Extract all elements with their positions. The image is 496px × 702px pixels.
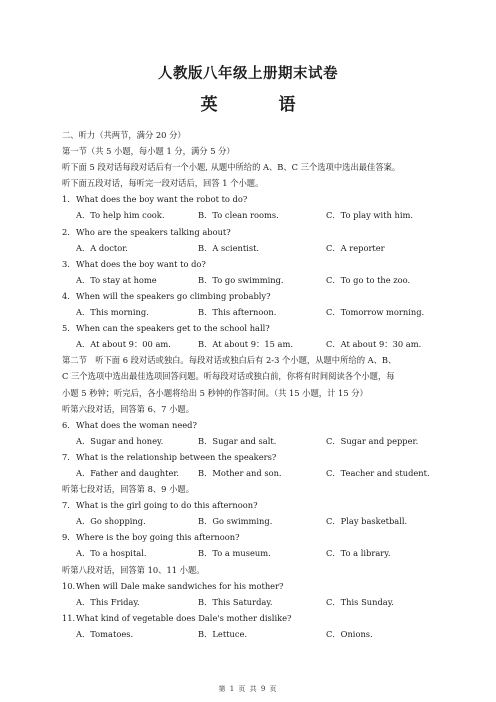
option-c: C．To go to the zoo. (326, 274, 411, 285)
option-a: A．To stay at home (76, 274, 157, 285)
instruction-line: C 三个选项中选出最佳选项回答问题。听每段对话或独白前，你将有时间阅读各个小题，每 (62, 371, 395, 382)
option-a: A．A doctor. (76, 242, 128, 253)
answer-options (62, 336, 452, 352)
option-a: A．To help him cook. (76, 210, 165, 221)
answer-options (62, 272, 452, 288)
answer-options (62, 513, 452, 529)
instruction-line: 听第八段对话，回答第 10、11 小题。 (62, 564, 205, 575)
option-a: A．Sugar and honey. (76, 435, 164, 446)
question-number: 9. (62, 532, 70, 543)
instruction-line: 听第七段对话，回答第 8、9 小题。 (62, 484, 194, 495)
option-a: A．At about 9：00 am. (76, 339, 171, 350)
question (62, 417, 452, 433)
question-number: 7. (62, 451, 70, 462)
instruction-line: 听第六段对话，回答第 6、7 小题。 (62, 403, 194, 414)
subject-title: 英 语 (200, 95, 318, 115)
option-c: C．To a library. (326, 548, 391, 559)
question-number: 11. (62, 612, 76, 623)
option-c: C．Onions. (326, 628, 373, 639)
answer-options (62, 594, 452, 610)
option-b: B．Lettuce. (198, 628, 248, 639)
question (62, 288, 452, 304)
question-number: 7. (62, 500, 70, 511)
question (62, 497, 452, 513)
question-number: 10. (62, 580, 76, 591)
answer-options (62, 240, 452, 256)
instruction-line: 听下面五段对话，每听完一段对话后，回答 1 个小题。 (62, 178, 264, 189)
option-c: C．This Sunday. (326, 596, 394, 607)
question-number: 5. (62, 323, 70, 334)
option-a: A．Tomatoes. (76, 628, 134, 639)
question (62, 191, 452, 207)
option-b: B．This Saturday. (198, 596, 273, 607)
option-b: B．A scientist. (198, 242, 260, 253)
instruction-line: 二、听力（共两节，满分 20 分） (62, 130, 186, 140)
option-c: C．Tomorrow morning. (326, 307, 425, 318)
question (62, 320, 452, 336)
question-text: What does the woman need? (76, 419, 197, 430)
option-c: C．A reporter (326, 242, 385, 253)
question-text: When will Dale make sandwiches for his mother? (76, 580, 284, 591)
question-text: When will the speakers go climbing probably? (76, 290, 271, 301)
option-b: B．Go swimming. (198, 516, 273, 527)
answer-options (62, 465, 452, 481)
option-b: B．To a museum. (198, 548, 271, 559)
question-text: What does the boy want the robot to do? (76, 194, 248, 205)
answer-options (62, 626, 452, 642)
question-number: 6. (62, 419, 70, 430)
exam-title: 人教版八年级上册期末试卷 (158, 65, 338, 82)
instruction-line: 第二节 听下面 6 段对话或独白。每段对话或独白后有 2-3 个小题，从题中所给的 A、B、 (62, 355, 397, 366)
option-c: C．Sugar and pepper. (326, 435, 419, 446)
answer-options (62, 545, 452, 561)
question-number: 4. (62, 290, 70, 301)
option-b: B．Sugar and salt. (198, 435, 277, 446)
option-b: B．To go swimming. (198, 274, 284, 285)
question-text: What is the girl going to do this afternoon? (76, 500, 258, 511)
question (62, 256, 452, 272)
option-c: C．At about 9：30 am. (326, 339, 422, 350)
option-a: A．To a hospital. (76, 548, 147, 559)
instruction-line: 听下面 5 段对话每段对话后有一个小题, 从题中所给的 A、B、C 三个选项中选出最佳答案。 (62, 162, 401, 173)
question-number: 3. (62, 258, 70, 269)
option-b: B．Mother and son. (198, 467, 282, 478)
instruction-line: 小题 5 秒钟；听完后，各小题将给出 5 秒钟的作答时间。（共 15 小题，计 15 分） (62, 387, 368, 398)
option-a: A．Go shopping. (76, 516, 146, 527)
option-c: C．To play with him. (326, 210, 413, 221)
answer-options (62, 207, 452, 223)
answer-options (62, 433, 452, 449)
question-text: Where is the boy going this afternoon? (76, 532, 240, 543)
option-b: B．This afternoon. (198, 307, 277, 318)
answer-options (62, 304, 452, 320)
instruction-line: 第一节（共 5 小题，每小题 1 分，满分 5 分） (62, 146, 235, 157)
question-text: What does the boy want to do? (76, 258, 206, 269)
option-a: A．Father and daughter. (76, 467, 180, 478)
question (62, 224, 452, 240)
question (62, 610, 452, 626)
question (62, 578, 452, 594)
option-b: B．At about 9：15 am. (198, 339, 294, 350)
question-number: 1. (62, 194, 70, 205)
question-text: What is the relationship between the speakers? (76, 451, 277, 462)
exam-body (62, 127, 452, 642)
question-text: Who are the speakers talking about? (76, 226, 231, 237)
option-a: A．This Friday. (76, 596, 140, 607)
page-footer: 第 1 页 共 9 页 (218, 685, 278, 693)
question-text: When can the speakers get to the school hall? (76, 323, 270, 334)
question-number: 2. (62, 226, 70, 237)
option-c: C．Play basketball. (326, 516, 408, 527)
option-c: C．Teacher and student. (326, 467, 430, 478)
option-b: B．To clean rooms. (198, 210, 279, 221)
question-text: What kind of vegetable does Dale's mother dislike? (76, 612, 292, 623)
question (62, 449, 452, 465)
option-a: A．This morning. (76, 307, 149, 318)
question (62, 529, 452, 545)
